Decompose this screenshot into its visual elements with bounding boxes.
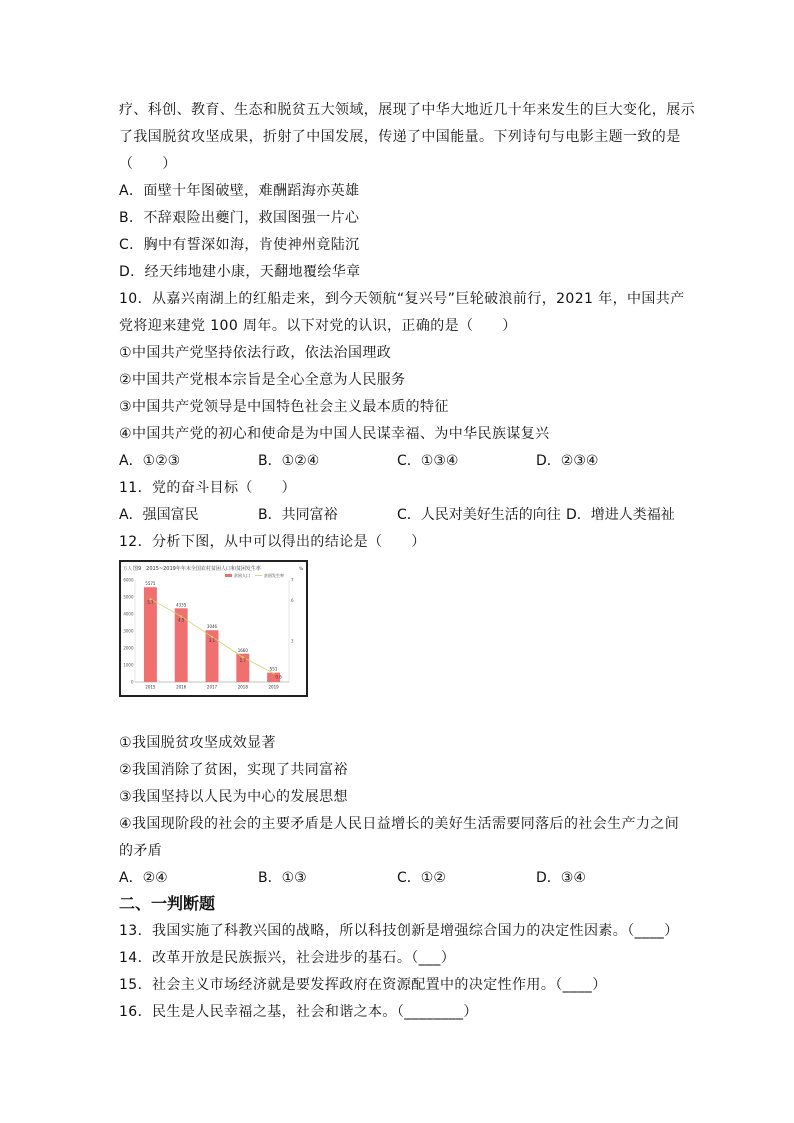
q11-option-d[interactable]: D．增进人类福祉 bbox=[566, 507, 675, 523]
q12-options bbox=[119, 868, 679, 888]
q9-answer-paren: （ ） bbox=[119, 156, 177, 172]
left-tick-label: 3000 bbox=[123, 628, 134, 634]
q12-stem: 12．分析下图，从中可以得出的结论是（ ） bbox=[119, 534, 426, 550]
q11-options bbox=[119, 505, 679, 525]
q9-option-d[interactable]: D．经天纬地建小康，天翻地覆绘华章 bbox=[119, 264, 361, 280]
q12-statement-3: ③我国坚持以人民为中心的发展思想 bbox=[119, 789, 348, 805]
q9-option-b[interactable]: B．不辞艰险出夔门，救国图强一片心 bbox=[119, 210, 360, 226]
q11-option-b[interactable]: B．共同富裕 bbox=[258, 507, 338, 523]
poverty-chart-svg bbox=[121, 562, 306, 695]
rate-value-label: 4.5 bbox=[178, 617, 185, 623]
rate-point bbox=[273, 672, 275, 674]
q10-option-d[interactable]: D．②③④ bbox=[536, 453, 599, 469]
q9-stem-line-2: 了我国脱贫攻坚成果，折射了中国发展，传递了中国能量。下列诗句与电影主题一致的是 bbox=[119, 129, 681, 145]
chart-bars bbox=[144, 587, 280, 682]
q10-options bbox=[119, 451, 679, 471]
right-tick-label: 7 bbox=[291, 577, 294, 583]
bar-value-label: 551 bbox=[269, 666, 278, 672]
category-label: 2016 bbox=[176, 684, 187, 690]
chart-left-axis-unit: 万人 bbox=[123, 567, 132, 572]
q10-option-a[interactable]: A．①②③ bbox=[119, 453, 181, 469]
bar-value-label: 4335 bbox=[176, 602, 187, 608]
category-label: 2018 bbox=[237, 684, 248, 690]
left-tick-label: 5000 bbox=[123, 594, 134, 600]
rate-value-label: 1.7 bbox=[239, 658, 246, 664]
category-label: 2015 bbox=[145, 684, 156, 690]
rate-value-label: 5.7 bbox=[147, 599, 154, 605]
q12-option-a[interactable]: A．②④ bbox=[119, 870, 168, 886]
q10-statement-3: ③中国共产党领导是中国特色社会主义最本质的特征 bbox=[119, 399, 449, 415]
q12-statement-4-line-1: ④我国现阶段的社会的主要矛盾是人民日益增长的美好生活需要同落后的社会生产力之间 bbox=[119, 816, 680, 832]
judgment-14: 14．改革开放是民族振兴，社会进步的基石。（___） bbox=[119, 950, 456, 966]
category-label: 2019 bbox=[268, 684, 279, 690]
q12-option-c[interactable]: C．①② bbox=[397, 870, 446, 886]
judgment-16: 16．民生是人民幸福之基，社会和谐之本。（________） bbox=[119, 1004, 478, 1020]
q12-option-d[interactable]: D．③④ bbox=[536, 870, 586, 886]
q10-option-b[interactable]: B．①②④ bbox=[258, 453, 320, 469]
judgment-13: 13．我国实施了科教兴国的战略，所以科技创新是增强综合国力的决定性因素。（____） bbox=[119, 923, 679, 939]
legend-bar-label: 贫困人口 bbox=[234, 573, 250, 578]
section-title: 二、一判断题 bbox=[119, 894, 216, 913]
right-tick-label: 3 bbox=[291, 638, 294, 644]
right-tick-label: 6 bbox=[291, 597, 294, 603]
q12-statement-2: ②我国消除了贫困，实现了共同富裕 bbox=[119, 762, 348, 778]
left-tick-label: 2000 bbox=[123, 645, 134, 651]
bar-value-label: 1660 bbox=[237, 647, 248, 653]
q9-option-c[interactable]: C．胸中有誓深如海，肯使神州竟陆沉 bbox=[119, 237, 360, 253]
chart-title: 图9 2015~2019年年末全国农村贫困人口和贫困发生率 bbox=[133, 566, 261, 572]
bar-value-label: 5575 bbox=[145, 581, 156, 587]
chart-legend bbox=[225, 572, 284, 578]
left-tick-label: 1000 bbox=[123, 662, 134, 668]
left-tick-label: 4000 bbox=[123, 611, 134, 617]
left-tick-label: 6000 bbox=[123, 577, 134, 583]
q12-statement-1: ①我国脱贫攻坚成效显著 bbox=[119, 735, 276, 751]
q10-statement-4: ④中国共产党的初心和使命是为中国人民谋幸福、为中华民族谋复兴 bbox=[119, 426, 550, 442]
q11-stem: 11．党的奋斗目标（ ） bbox=[119, 480, 297, 496]
rate-value-label: 3.1 bbox=[208, 637, 216, 643]
q10-stem-line-1: 10．从嘉兴南湖上的红船走来，到今天领航“复兴号”巨轮破浪前行，2021 年，中国共产 bbox=[119, 291, 685, 307]
q12-statement-4-line-2: 的矛盾 bbox=[119, 843, 163, 859]
q10-option-c[interactable]: C．①③④ bbox=[397, 453, 459, 469]
legend-bar-swatch bbox=[225, 574, 232, 577]
q11-option-a[interactable]: A．强国富民 bbox=[119, 507, 199, 523]
judgment-15: 15．社会主义市场经济就是要发挥政府在资源配置中的决定性作用。（____） bbox=[119, 977, 607, 993]
q9-stem-line-1: 疗、科创、教育、生态和脱贫五大领域，展现了中华大地近几十年来发生的巨大变化，展示 bbox=[119, 102, 695, 118]
q12-option-b[interactable]: B．①③ bbox=[258, 870, 307, 886]
chart-right-axis-unit: % bbox=[299, 567, 304, 572]
category-label: 2017 bbox=[206, 684, 218, 690]
q10-stem-line-2: 党将迎来建党 100 周年。以下对党的认识，正确的是（ ） bbox=[119, 318, 517, 334]
bar-value-label: 3046 bbox=[206, 624, 218, 630]
q9-option-a[interactable]: A．面壁十年图破壁，难酬蹈海亦英雄 bbox=[119, 183, 360, 199]
q10-statement-1: ①中国共产党坚持依法行政，依法治国理政 bbox=[119, 345, 392, 361]
q11-option-c[interactable]: C．人民对美好生活的向往 bbox=[397, 507, 561, 523]
left-tick-label: 0 bbox=[130, 679, 134, 685]
poverty-chart bbox=[119, 560, 308, 697]
q10-statement-2: ②中国共产党根本宗旨是全心全意为人民服务 bbox=[119, 372, 406, 388]
rate-value-label: 0.6 bbox=[275, 674, 282, 680]
legend-line-label: 贫困发生率 bbox=[264, 573, 284, 578]
